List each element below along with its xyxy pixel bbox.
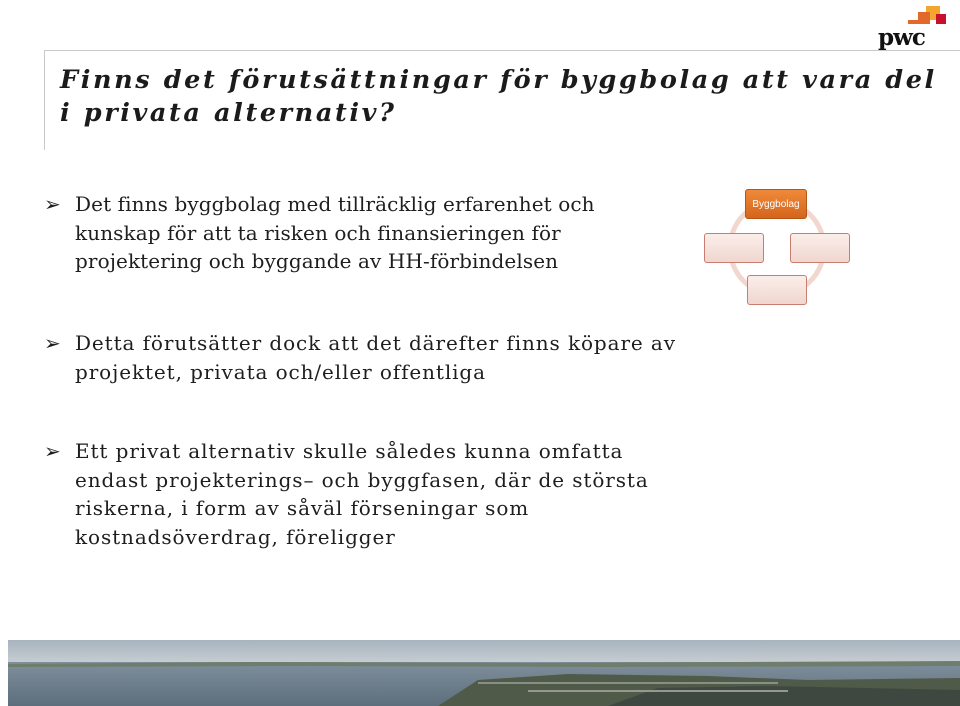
bullet-3 xyxy=(44,437,684,551)
logo-square-red xyxy=(936,14,946,24)
frame-line-left xyxy=(44,50,45,150)
slide-title: Finns det förutsättningar för byggbolag att vara del i privata alternativ? xyxy=(60,65,937,128)
diagram-box-bottom xyxy=(747,275,807,305)
arrow-bullet-icon: ➢ xyxy=(44,331,62,355)
diagram-box-label: Byggbolag xyxy=(752,198,800,210)
arrow-bullet-icon: ➢ xyxy=(44,439,62,463)
bullet-2 xyxy=(44,329,684,386)
diagram-box-left xyxy=(704,233,764,263)
bullet-2-text: Detta förutsätter dock att det därefter finns köpare av projektet, privata och/eller offentliga xyxy=(75,331,676,384)
diagram-box-byggbolag xyxy=(745,189,807,219)
landscape-photo xyxy=(8,640,960,706)
bullet-1 xyxy=(44,190,684,276)
pwc-logo xyxy=(874,2,954,54)
bullet-3-text: Ett privat alternativ skulle således kunna omfatta endast projekterings– och byggfasen, där de största riskerna, i form av såväl förseningar som kostnadsöverdrag, föreligger xyxy=(75,439,649,549)
logo-wordmark: pwc xyxy=(878,24,925,51)
cycle-diagram xyxy=(700,186,854,308)
frame-line-top xyxy=(44,50,960,51)
diagram-box-right xyxy=(790,233,850,263)
arrow-bullet-icon: ➢ xyxy=(44,192,61,216)
bullet-1-text: Det finns byggbolag med tillräcklig erfarenhet och kunskap för att ta risken och finansieringen för projektering och byggande av HH-förbindelsen xyxy=(75,192,595,273)
